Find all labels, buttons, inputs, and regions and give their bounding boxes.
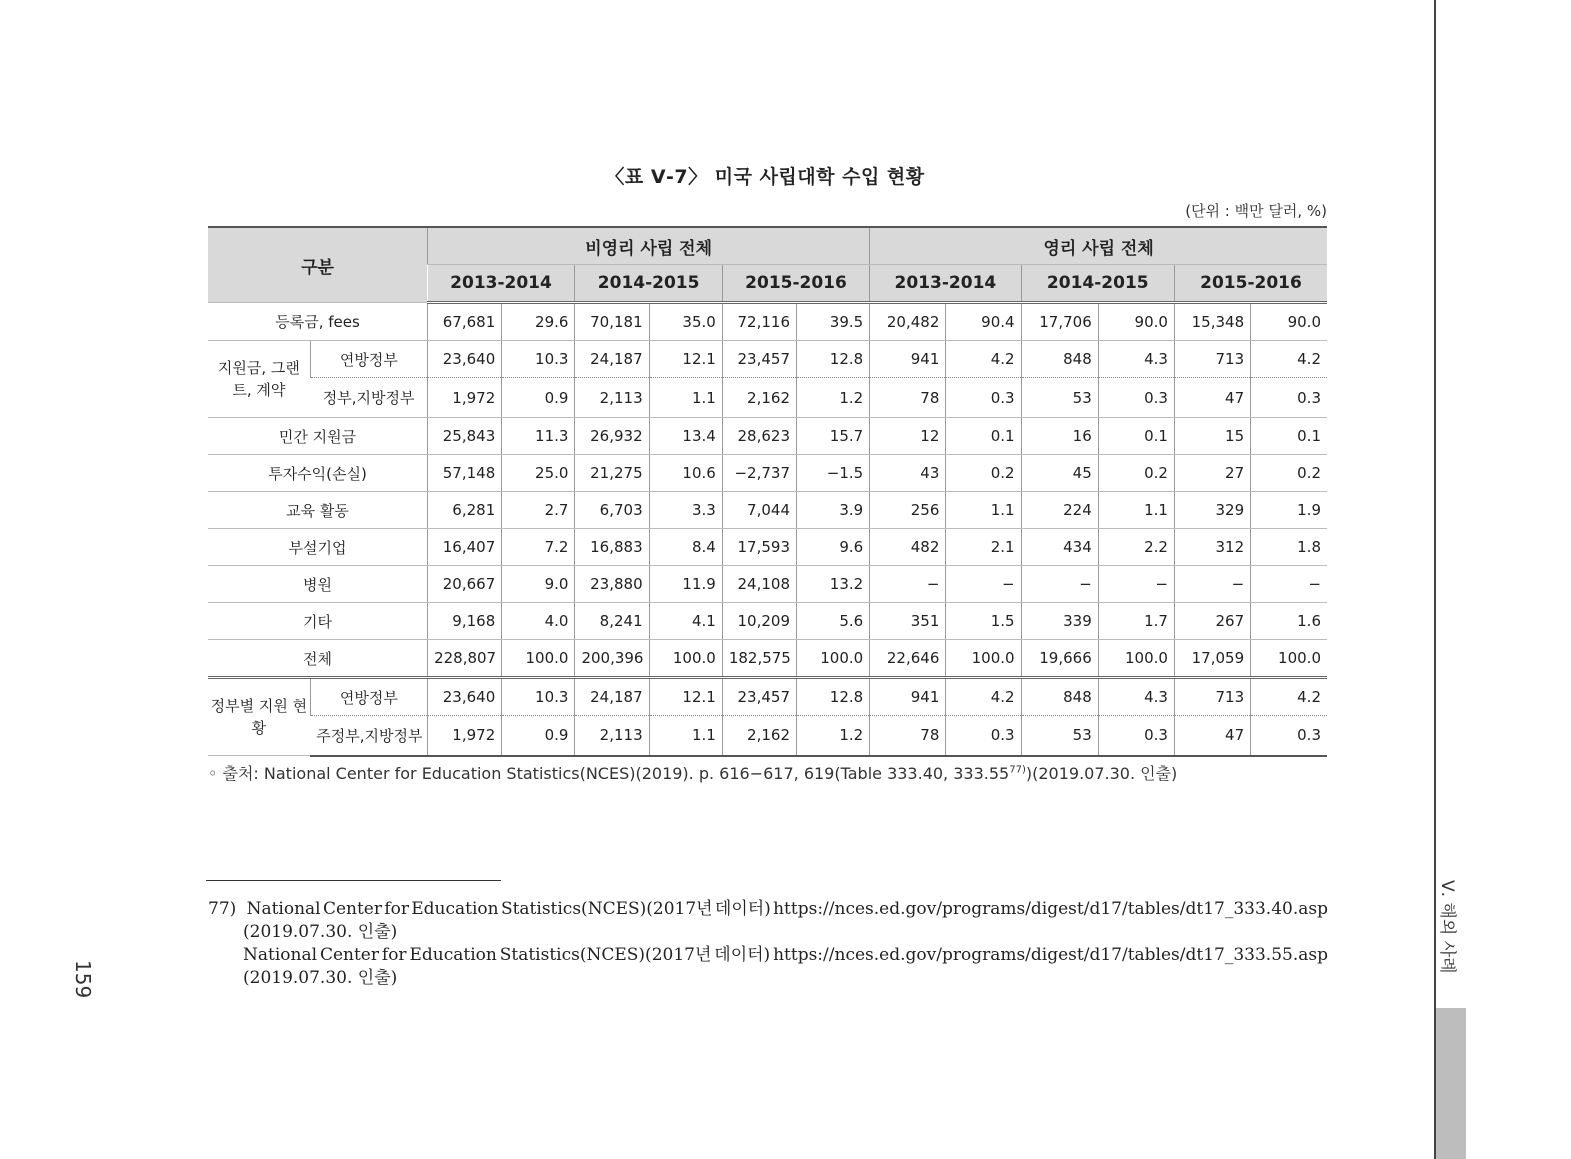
table-cell: − [1251, 566, 1327, 603]
table-row [208, 640, 1327, 678]
table-cell: 0.3 [946, 716, 1021, 756]
table-cell: 1.2 [797, 716, 870, 756]
table-cell: 90.0 [1251, 303, 1327, 341]
footnote-line [208, 944, 1328, 967]
table-cell: 9.0 [502, 566, 575, 603]
table-cell: 100.0 [502, 640, 575, 678]
table-cell: 78 [870, 378, 946, 418]
table-cell: 1.6 [1251, 603, 1327, 640]
table-cell: 4.0 [502, 603, 575, 640]
header-year: 2013-2014 [428, 265, 575, 303]
row-label: 전체 [208, 640, 428, 678]
header-year: 2014-2015 [1021, 265, 1174, 303]
table-cell: 4.2 [946, 341, 1021, 378]
table-cell: 482 [870, 529, 946, 566]
table-cell: 4.3 [1098, 678, 1174, 716]
table-cell: 941 [870, 341, 946, 378]
table-cell: 2.2 [1098, 529, 1174, 566]
table-cell: 100.0 [946, 640, 1021, 678]
table-cell: 72,116 [722, 303, 796, 341]
table-cell: − [1021, 566, 1098, 603]
table-cell: 0.3 [1251, 378, 1327, 418]
chapter-tab: Ⅴ. 해외 사례 [1437, 880, 1457, 974]
footnote-word: Statistics(NCES)(2017년 [499, 945, 712, 965]
table-cell: 20,482 [870, 303, 946, 341]
table-cell: 24,187 [575, 341, 649, 378]
table-cell: 23,457 [722, 678, 796, 716]
table-cell: 78 [870, 716, 946, 756]
row-label: 연방정부 [310, 341, 427, 378]
table-cell: − [946, 566, 1021, 603]
table-cell: 2,162 [722, 378, 796, 418]
footnote-mark: 77) [208, 899, 237, 919]
table-cell: 12 [870, 418, 946, 455]
table-cell: 45 [1021, 455, 1098, 492]
table-cell: 20,667 [428, 566, 502, 603]
table-cell: 57,148 [428, 455, 502, 492]
header-nonprofit: 비영리 사립 전체 [428, 227, 870, 265]
table-cell: 25.0 [502, 455, 575, 492]
table-cell: 3.3 [649, 492, 722, 529]
table-cell: 1.9 [1251, 492, 1327, 529]
table-row [208, 455, 1327, 492]
footnote-word: National [246, 899, 321, 919]
page-edge-rule [1434, 0, 1436, 1159]
row-label: 병원 [208, 566, 428, 603]
table-row [208, 603, 1327, 640]
table-cell: 12.1 [649, 341, 722, 378]
table-cell: 7.2 [502, 529, 575, 566]
header-year: 2014-2015 [575, 265, 722, 303]
table-cell: 267 [1174, 603, 1250, 640]
table-cell: −2,737 [722, 455, 796, 492]
chapter-tab-marker [1436, 1008, 1466, 1159]
table-cell: 53 [1021, 378, 1098, 418]
table-cell: 2,113 [575, 378, 649, 418]
row-label: 민간 지원금 [208, 418, 428, 455]
table-cell: 329 [1174, 492, 1250, 529]
table-cell: 228,807 [428, 640, 502, 678]
table-title: 〈표 Ⅴ-7〉 미국 사립대학 수입 현황 [605, 166, 925, 188]
table-cell: 0.2 [1251, 455, 1327, 492]
table-cell: 10.6 [649, 455, 722, 492]
row-label: 정부,지방정부 [310, 378, 427, 418]
table-cell: 3.9 [797, 492, 870, 529]
table-cell: 2.7 [502, 492, 575, 529]
table-row [208, 492, 1327, 529]
table-cell: 200,396 [575, 640, 649, 678]
table-cell: 1.2 [797, 378, 870, 418]
table-cell: 256 [870, 492, 946, 529]
table-cell: 10,209 [722, 603, 796, 640]
table-cell: 0.3 [1098, 716, 1174, 756]
table-cell: 15 [1174, 418, 1250, 455]
table-cell: 23,457 [722, 341, 796, 378]
table-cell: − [1174, 566, 1250, 603]
group-label-gov-support: 정부별 지원 현황 [208, 678, 310, 756]
group-label-grants: 지원금, 그랜트, 계약 [208, 341, 310, 418]
table-cell: 1.1 [649, 716, 722, 756]
footnote-word: 데이터) [714, 945, 771, 965]
table-cell: 1.5 [946, 603, 1021, 640]
table-cell: 11.3 [502, 418, 575, 455]
footnote-word: Center [322, 899, 382, 919]
row-label: 교육 활동 [208, 492, 428, 529]
table-row [208, 418, 1327, 455]
table-cell: 10.3 [502, 678, 575, 716]
table-cell: 43 [870, 455, 946, 492]
table-cell: 100.0 [797, 640, 870, 678]
footnote-line: (2019.07.30. 인출) [243, 922, 398, 942]
footnote-word: https://nces.ed.gov/programs/digest/d17/tables/dt17_333.55.asp [773, 945, 1328, 965]
table-cell: 941 [870, 678, 946, 716]
table-cell: 1,972 [428, 716, 502, 756]
table-cell: 339 [1021, 603, 1098, 640]
table-cell: 9,168 [428, 603, 502, 640]
table-cell: 2.1 [946, 529, 1021, 566]
table-cell: 100.0 [649, 640, 722, 678]
table-cell: 21,275 [575, 455, 649, 492]
table-cell: 0.9 [502, 716, 575, 756]
table-cell: 0.3 [946, 378, 1021, 418]
table-cell: 8,241 [575, 603, 649, 640]
table-cell: 13.2 [797, 566, 870, 603]
table-cell: −1.5 [797, 455, 870, 492]
table-cell: 0.3 [1098, 378, 1174, 418]
source-footnote-ref: 77) [1009, 764, 1026, 776]
footnote-word: Education [409, 945, 497, 965]
table-cell: 4.2 [1251, 341, 1327, 378]
footnote-line: (2019.07.30. 인출) [243, 968, 398, 988]
table-cell: 12.8 [797, 678, 870, 716]
table-cell: 224 [1021, 492, 1098, 529]
footnote-word: https://nces.ed.gov/programs/digest/d17/tables/dt17_333.40.asp [773, 899, 1328, 919]
table-cell: 28,623 [722, 418, 796, 455]
table-cell: 19,666 [1021, 640, 1098, 678]
row-label: 투자수익(손실) [208, 455, 428, 492]
table-cell: 9.6 [797, 529, 870, 566]
table-cell: 67,681 [428, 303, 502, 341]
table-cell: 16 [1021, 418, 1098, 455]
table-cell: 29.6 [502, 303, 575, 341]
header-forprofit: 영리 사립 전체 [870, 227, 1327, 265]
footnote-line [208, 898, 1328, 921]
page-number: 159 [71, 960, 95, 999]
table-cell: 2,162 [722, 716, 796, 756]
footnote-word: Center [319, 945, 379, 965]
table-cell: 22,646 [870, 640, 946, 678]
table-cell: 16,407 [428, 529, 502, 566]
row-label: 등록금, fees [208, 303, 428, 341]
table-cell: 182,575 [722, 640, 796, 678]
table-cell: 4.2 [1251, 678, 1327, 716]
table-cell: 5.6 [797, 603, 870, 640]
table-cell: 0.3 [1251, 716, 1327, 756]
row-label: 주정부,지방정부 [310, 716, 427, 756]
table-cell: 15.7 [797, 418, 870, 455]
table-cell: 1.1 [649, 378, 722, 418]
table-cell: 12.8 [797, 341, 870, 378]
table-cell: 7,044 [722, 492, 796, 529]
table-cell: 24,187 [575, 678, 649, 716]
table-cell: 17,593 [722, 529, 796, 566]
table-cell: 351 [870, 603, 946, 640]
table-cell: 17,059 [1174, 640, 1250, 678]
table-cell: 312 [1174, 529, 1250, 566]
table-cell: 1.1 [1098, 492, 1174, 529]
row-label: 기타 [208, 603, 428, 640]
table-cell: 713 [1174, 678, 1250, 716]
table-cell: 2,113 [575, 716, 649, 756]
footnote-word: for [381, 945, 407, 965]
source-tail: )(2019.07.30. 인출) [1025, 764, 1178, 783]
table-cell: 100.0 [1251, 640, 1327, 678]
table-cell: 23,640 [428, 341, 502, 378]
table-cell: 16,883 [575, 529, 649, 566]
table-cell: 47 [1174, 378, 1250, 418]
table-cell: 12.1 [649, 678, 722, 716]
footnote-divider [206, 880, 501, 881]
table-row [208, 341, 1327, 378]
table-cell: 53 [1021, 716, 1098, 756]
table-cell: − [870, 566, 946, 603]
table-cell: 434 [1021, 529, 1098, 566]
header-year: 2015-2016 [722, 265, 869, 303]
header-category: 구분 [208, 227, 428, 303]
table-cell: 10.3 [502, 341, 575, 378]
table-cell: 26,932 [575, 418, 649, 455]
table-cell: 25,843 [428, 418, 502, 455]
table-cell: 848 [1021, 678, 1098, 716]
footnote-word: Education [411, 899, 499, 919]
table-cell: 4.1 [649, 603, 722, 640]
source-text: ◦ 출처: National Center for Education Statistics(NCES)(2019). p. 616−617, 619(Table 333.40, 333.55 [208, 764, 1010, 783]
table-cell: 70,181 [575, 303, 649, 341]
table-cell: 6,703 [575, 492, 649, 529]
table-cell: 17,706 [1021, 303, 1098, 341]
table-cell: − [1098, 566, 1174, 603]
table-cell: 13.4 [649, 418, 722, 455]
table-cell: 4.3 [1098, 341, 1174, 378]
table-row [208, 529, 1327, 566]
table-cell: 0.1 [1098, 418, 1174, 455]
table-cell: 6,281 [428, 492, 502, 529]
table-cell: 90.0 [1098, 303, 1174, 341]
table-row [208, 566, 1327, 603]
table-cell: 90.4 [946, 303, 1021, 341]
table-cell: 4.2 [946, 678, 1021, 716]
source-note [208, 761, 1177, 784]
unit-note: (단위 : 백만 달러, %) [1185, 202, 1327, 220]
table-cell: 39.5 [797, 303, 870, 341]
table-row [208, 716, 1327, 756]
table-cell: 23,640 [428, 678, 502, 716]
header-year: 2013-2014 [870, 265, 1021, 303]
revenue-table [208, 226, 1327, 757]
footnote [208, 898, 1328, 990]
table-cell: 0.1 [1251, 418, 1327, 455]
table-cell: 1.1 [946, 492, 1021, 529]
table-cell: 24,108 [722, 566, 796, 603]
table-cell: 15,348 [1174, 303, 1250, 341]
table-cell: 8.4 [649, 529, 722, 566]
table-cell: 1.7 [1098, 603, 1174, 640]
table-cell: 848 [1021, 341, 1098, 378]
footnote-word: National [243, 945, 318, 965]
table-cell: 23,880 [575, 566, 649, 603]
row-label: 연방정부 [310, 678, 427, 716]
footnote-word: 데이터) [714, 899, 771, 919]
table-cell: 1.8 [1251, 529, 1327, 566]
table-cell: 0.2 [1098, 455, 1174, 492]
table-cell: 27 [1174, 455, 1250, 492]
header-year: 2015-2016 [1174, 265, 1327, 303]
table-cell: 11.9 [649, 566, 722, 603]
row-label: 부설기업 [208, 529, 428, 566]
table-cell: 1,972 [428, 378, 502, 418]
table-cell: 47 [1174, 716, 1250, 756]
table-cell: 0.9 [502, 378, 575, 418]
table-cell: 100.0 [1098, 640, 1174, 678]
footnote-word: for [384, 899, 409, 919]
table-cell: 713 [1174, 341, 1250, 378]
table-cell: 0.2 [946, 455, 1021, 492]
table-row [208, 303, 1327, 341]
footnote-word: Statistics(NCES)(2017년 [500, 899, 713, 919]
table-row [208, 378, 1327, 418]
table-cell: 0.1 [946, 418, 1021, 455]
table-cell: 35.0 [649, 303, 722, 341]
table-row [208, 678, 1327, 716]
